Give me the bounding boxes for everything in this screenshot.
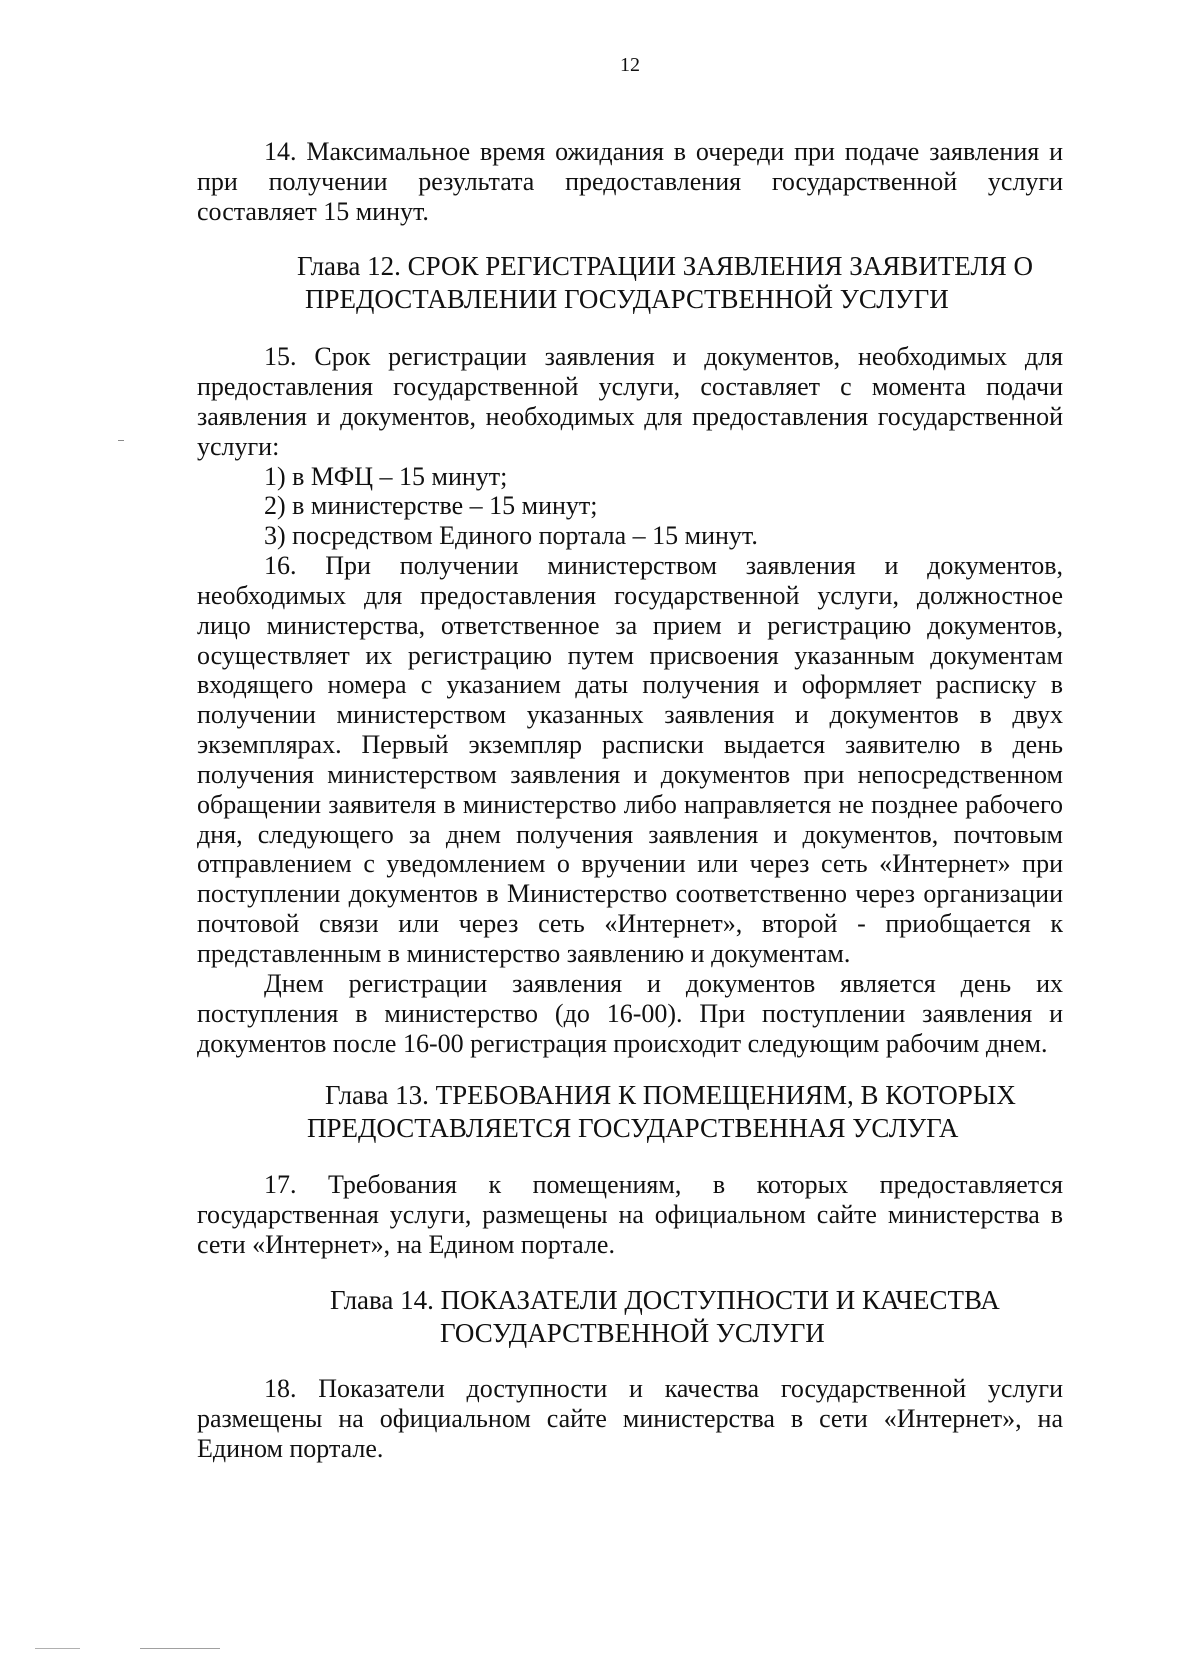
paragraph-registration-day-line-2: поступления в министерство (до 16-00). При поступлении заявления и xyxy=(197,999,1063,1028)
chapter-12-heading-line-2: ПРЕДОСТАВЛЕНИИ ГОСУДАРСТВЕННОЙ УСЛУГИ xyxy=(305,284,949,314)
paragraph-registration-day-line-1: Днем регистрации заявления и документов является день их xyxy=(264,969,1063,998)
paragraph-16-line-3: лицо министерства, ответственное за прием и регистрацию документов, xyxy=(197,611,1063,640)
paragraph-16-line-10: дня, следующего за днем получения заявления и документов, почтовым xyxy=(197,820,1063,849)
paragraph-15-line-3: заявления и документов, необходимых для предоставления государственной xyxy=(197,402,1063,431)
chapter-13-heading-line-2: ПРЕДОСТАВЛЯЕТСЯ ГОСУДАРСТВЕННАЯ УСЛУГА xyxy=(307,1113,959,1143)
paragraph-16-line-13: почтовой связи или через сеть «Интернет», второй - приобщается к xyxy=(197,909,1063,938)
scan-mark xyxy=(118,440,124,441)
paragraph-14-line-3: составляет 15 минут. xyxy=(197,197,429,226)
paragraph-16-line-6: получении министерством указанных заявления и документов в двух xyxy=(197,700,1063,729)
list-item-1: 1) в МФЦ – 15 минут; xyxy=(264,462,508,491)
chapter-12-heading-line-1: Глава 12. СРОК РЕГИСТРАЦИИ ЗАЯВЛЕНИЯ ЗАЯВИТЕЛЯ О xyxy=(297,251,1034,281)
paragraph-14-line-1: 14. Максимальное время ожидания в очереди при подаче заявления и xyxy=(264,137,1063,166)
page-number: 12 xyxy=(620,54,640,76)
chapter-14-heading-line-2: ГОСУДАРСТВЕННОЙ УСЛУГИ xyxy=(440,1318,825,1348)
paragraph-18-line-2: размещены на официальном сайте министерства в сети «Интернет», на xyxy=(197,1404,1063,1433)
paragraph-17-line-1: 17. Требования к помещениям, в которых предоставляется xyxy=(264,1170,1063,1199)
paragraph-18-line-1: 18. Показатели доступности и качества государственной услуги xyxy=(264,1374,1063,1403)
paragraph-16-line-12: поступлении документов в Министерство соответственно через организации xyxy=(197,879,1063,908)
paragraph-16-line-9: обращении заявителя в министерство либо направляется не позднее рабочего xyxy=(197,790,1063,819)
paragraph-15-line-2: предоставления государственной услуги, составляет с момента подачи xyxy=(197,372,1063,401)
scan-mark xyxy=(140,1648,220,1649)
document-page xyxy=(197,0,1063,1679)
paragraph-16-line-2: необходимых для предоставления государственной услуги, должностное xyxy=(197,581,1063,610)
paragraph-16-line-7: экземплярах. Первый экземпляр расписки выдается заявителю в день xyxy=(197,730,1063,759)
paragraph-15-line-1: 15. Срок регистрации заявления и документов, необходимых для xyxy=(264,342,1063,371)
paragraph-16-line-1: 16. При получении министерством заявления и документов, xyxy=(264,551,1063,580)
list-item-2: 2) в министерстве – 15 минут; xyxy=(264,491,598,520)
paragraph-16-line-11: отправлением с уведомлением о вручении или через сеть «Интернет» при xyxy=(197,849,1063,878)
paragraph-16-line-4: осуществляет их регистрацию путем присвоения указанным документам xyxy=(197,641,1063,670)
paragraph-registration-day-line-3: документов после 16-00 регистрация происходит следующим рабочим днем. xyxy=(197,1029,1048,1058)
paragraph-17-line-2: государственная услуги, размещены на официальном сайте министерства в xyxy=(197,1200,1063,1229)
paragraph-16-line-14: представленным в министерство заявлению и документам. xyxy=(197,939,851,968)
list-item-3: 3) посредством Единого портала – 15 минут. xyxy=(264,521,758,550)
paragraph-16-line-5: входящего номера с указанием даты получения и оформляет расписку в xyxy=(197,670,1063,699)
paragraph-18-line-3: Едином портале. xyxy=(197,1434,384,1463)
scan-mark xyxy=(35,1648,80,1649)
paragraph-16-line-8: получения министерством заявления и документов при непосредственном xyxy=(197,760,1063,789)
chapter-13-heading-line-1: Глава 13. ТРЕБОВАНИЯ К ПОМЕЩЕНИЯМ, В КОТОРЫХ xyxy=(325,1080,1016,1110)
paragraph-17-line-3: сети «Интернет», на Едином портале. xyxy=(197,1230,615,1259)
paragraph-14-line-2: при получении результата предоставления государственной услуги xyxy=(197,167,1063,196)
paragraph-15-line-4: услуги: xyxy=(197,432,280,461)
chapter-14-heading-line-1: Глава 14. ПОКАЗАТЕЛИ ДОСТУПНОСТИ И КАЧЕСТВА xyxy=(330,1285,1000,1315)
